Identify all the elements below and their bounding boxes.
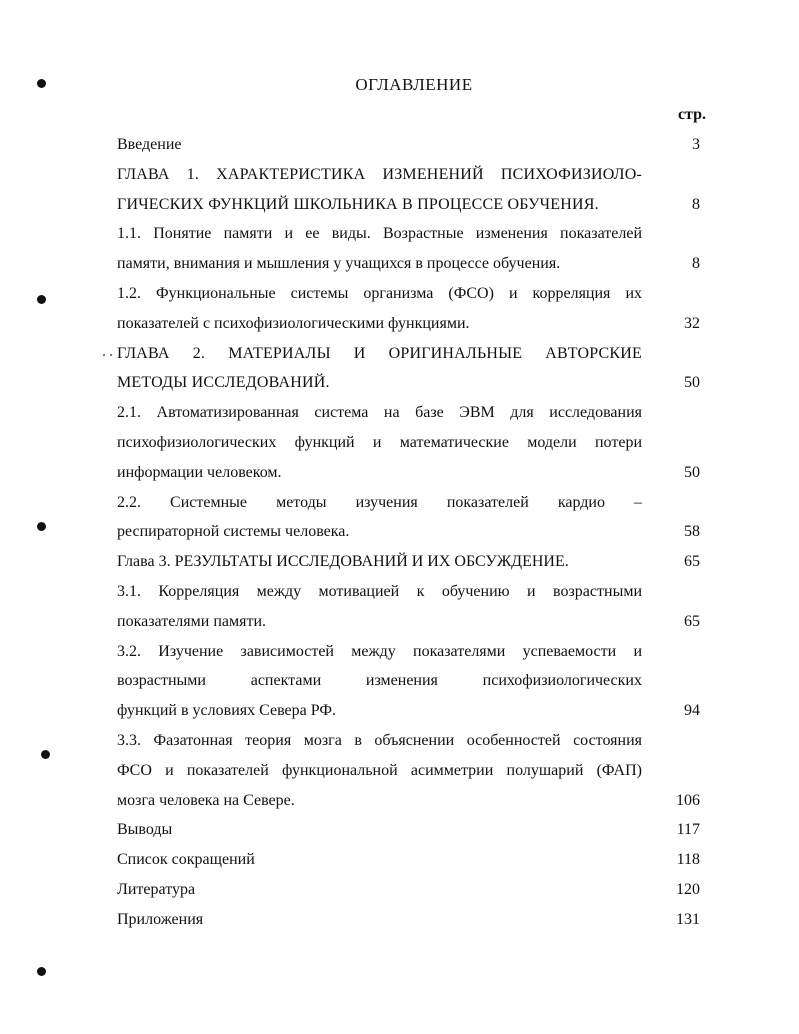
- toc-page-number: 3: [692, 136, 700, 153]
- toc-entry-line: ФСО и показателей функциональной асимметрии полушарий (ФАП): [117, 761, 642, 779]
- toc-page-number: 50: [684, 463, 700, 481]
- toc-page-number: 131: [676, 910, 700, 928]
- page-column-header: стр.: [677, 106, 706, 123]
- toc-entry-line: Список сокращений: [117, 851, 255, 869]
- toc-page-number: 94: [684, 702, 700, 720]
- toc-entry-line: ГИЧЕСКИХ ФУНКЦИЙ ШКОЛЬНИКА В ПРОЦЕССЕ ОБУЧЕНИЯ.: [117, 195, 599, 213]
- toc-entry-line: Литература: [117, 881, 196, 898]
- toc-entry-line: Приложения: [117, 910, 204, 928]
- toc-page-number: 65: [684, 553, 700, 571]
- toc-entry-line: Введение: [117, 136, 182, 153]
- toc-entry-line: показателей с психофизиологическими функциями.: [117, 314, 470, 332]
- toc-title: ОГЛАВЛЕНИЕ: [355, 75, 473, 94]
- toc-page-number: 58: [684, 523, 700, 541]
- toc-entry-line: респираторной системы человека.: [117, 523, 350, 541]
- toc-entry-line: возрастными аспектами изменения психофизиологических: [117, 672, 642, 690]
- toc-page-number: 8: [692, 255, 700, 273]
- toc-page-number: 106: [676, 791, 700, 809]
- toc-entry-line: функций в условиях Севера РФ.: [117, 702, 337, 720]
- toc-entry-line: 3.2. Изучение зависимостей между показателями успеваемости и: [117, 642, 642, 660]
- toc-entry-line: психофизиологических функций и математические модели потери: [117, 434, 642, 451]
- toc-entry-line: памяти, внимания и мышления у учащихся в процессе обучения.: [117, 255, 561, 273]
- toc-entry-line: Выводы: [117, 821, 173, 839]
- toc-page-number: 117: [676, 821, 700, 839]
- toc-entry-line: информации человеком.: [117, 463, 282, 481]
- toc-page-number: 65: [684, 612, 700, 630]
- toc-entry-line: 1.2. Функциональные системы организма (ФСО) и корреляция их: [117, 285, 642, 302]
- toc-entry-line: показателями памяти.: [117, 612, 267, 630]
- toc-entry-line: ГЛАВА 1. ХАРАКТЕРИСТИКА ИЗМЕНЕНИЙ ПСИХОФИЗИОЛО-: [117, 165, 642, 183]
- toc-entry-line: МЕТОДЫ ИССЛЕДОВАНИЙ.: [117, 374, 330, 392]
- toc-page-number: 118: [676, 851, 700, 869]
- toc-entry-line: Глава 3. РЕЗУЛЬТАТЫ ИССЛЕДОВАНИЙ И ИХ ОБСУЖДЕНИЕ.: [117, 553, 569, 571]
- toc-page-number: 120: [676, 881, 700, 898]
- toc-page-number: 32: [684, 314, 700, 332]
- toc-entry-line: 3.3. Фазатонная теория мозга в объяснении особенностей состояния: [117, 732, 642, 749]
- toc-entry-line: мозга человека на Севере.: [117, 791, 295, 809]
- toc-entry-line: 2.1. Автоматизированная система на базе ЭВМ для исследования: [117, 404, 642, 422]
- toc-page-number: 8: [692, 195, 700, 213]
- toc-entry-line: 2.2. Системные методы изучения показателей кардио –: [117, 493, 642, 511]
- toc-page-number: 50: [684, 374, 700, 392]
- toc-entry-line: ГЛАВА 2. МАТЕРИАЛЫ И ОРИГИНАЛЬНЫЕ АВТОРСКИЕ: [117, 344, 642, 362]
- toc-entry-line: 3.1. Корреляция между мотивацией к обучению и возрастными: [117, 583, 642, 600]
- toc-entry-line: 1.1. Понятие памяти и ее виды. Возрастные изменения показателей: [117, 225, 642, 243]
